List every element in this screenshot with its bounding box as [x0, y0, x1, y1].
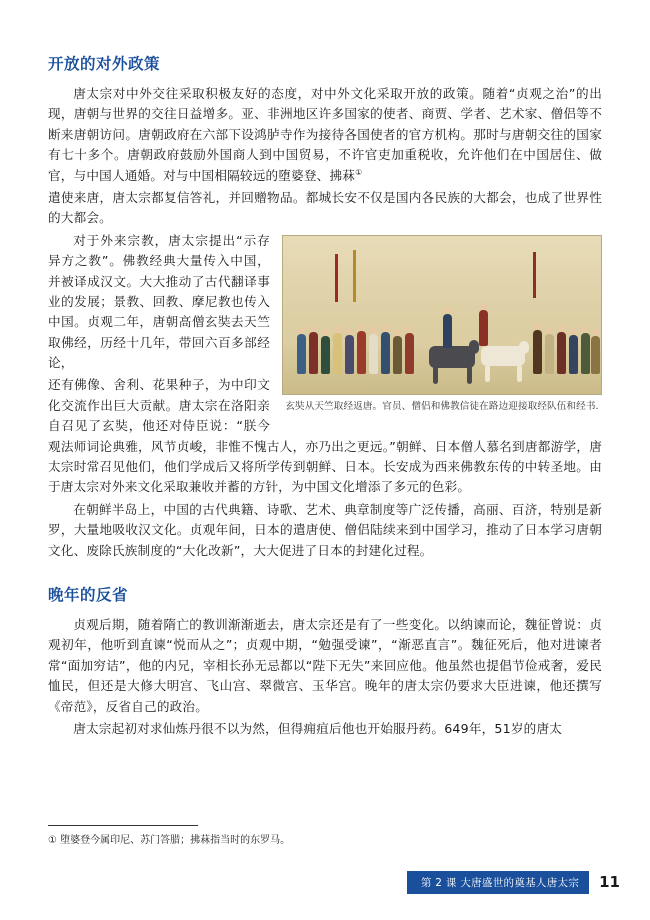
figure-image [282, 235, 602, 395]
paragraph-text: 唐太宗对中外交往采取积极友好的态度，对中外文化采取开放的政策。随着“贞观之治”的出现，唐朝与世界的交往日益增多。亚、非洲地区许多国家的使者、商贾、学者、艺术家、僧侣等不断来唐朝访问。唐朝政府在六部下设鸿胪寺作为接待各国使者的官方机构。那时与唐朝交往的国家有七十多个。唐朝政府鼓励外国商人到中国贸易，不许官吏加重税收，允许他们在中国居住、做官，与中国人通婚。对与中国相隔较远的堕婆登、拂菻 [48, 86, 602, 183]
figure-caption: 玄奘从天竺取经返唐。官员、僧侣和佛教信徒在路边迎接取经队伍和经书. [285, 400, 599, 412]
footnote-area [48, 825, 602, 848]
figure-crowd [283, 236, 601, 394]
paragraph-open-policy-1 [48, 84, 602, 186]
paragraph-late-1: 贞观后期，随着隋亡的教训渐渐逝去，唐太宗还是有了一些变化。以纳谏而论，魏征曾说：贞观初年，他听到直谏“悦而从之”；贞观中期，“勉强受谏”，“渐恶直言”。魏征死后，他对进谏者常“面加穷诘”，他的内兄，宰相长孙无忌都以“陛下无失”来回应他。他虽然也提倡节俭戒奢，爱民恤民，但还是大修大明宫、飞山宫、翠微宫、玉华宫。晚年的唐太宗仍要求大臣进谏，他还撰写《帝范》，反省自己的政治。 [48, 616, 602, 714]
page-footer [407, 872, 650, 892]
footer-chapter-label: 第 2 课 大唐盛世的奠基人唐太宗 [407, 871, 589, 894]
section-heading-open-policy: 开放的对外政策 [48, 55, 161, 73]
paragraph-open-policy-1-tail: 遣使来唐，唐太宗都复信答礼，并回赠物品。都城长安不仅是国内各民族的大都会，也成了世界性的大都会。 [48, 189, 602, 226]
paragraph-open-policy-3: 还有佛像、舍利、花果种子，为中印文化交流作出巨大贡献。唐太宗在洛阳亲自召见了玄奘，他还对侍臣说：“朕今观法师词论典雅，风节贞峻，非惟不愧古人，亦乃出之更远。”朝鲜、日本僧人慕名到唐都游学，唐太宗时常召见他们，他们学成后又将所学传到朝鲜、日本。长安成为西来佛教东传的中转圣地。由于唐太宗对外来文化采取兼收并蓄的方针，为中国文化增添了多元的色彩。 [48, 377, 602, 495]
section-heading-late-reflection: 晚年的反省 [48, 585, 129, 604]
footnote-marker-bottom: ① [48, 835, 57, 846]
paragraph-open-policy-4: 在朝鲜半岛上，中国的古代典籍、诗歌、艺术、典章制度等广泛传播，高丽、百济，特别是新罗，大量地吸收汉文化。贞观年间，日本的遣唐使、僧侣陆续来到中国学习，推动了日本学习唐朝文化、废除氏族制度的“大化改新”，大大促进了日本的封建化过程。 [48, 501, 602, 558]
footnote-text: 堕婆登今属印尼、苏门答腊；拂菻指当时的东罗马。 [60, 835, 291, 846]
footnote-item [48, 833, 602, 848]
footnote-divider [48, 825, 198, 826]
paragraph-late-2: 唐太宗起初对求仙炼丹很不以为然，但得痈疽后他也开始服丹药。649年，51岁的唐太 [73, 720, 563, 736]
figure-xuanzang [282, 235, 602, 413]
page-number: 11 [599, 873, 620, 891]
paragraph-open-policy-2: 对于外来宗教，唐太宗提出“示存异方之教”。佛教经典大量传入中国，并被译成汉文。大大推动了古代翻译事业的发展；景教、回教、摩尼教也传入中国。贞观二年，唐朝高僧玄奘去天竺取佛经，历经十几年，带回六百多部经论， [48, 232, 270, 371]
footnote-marker: ① [355, 167, 363, 177]
